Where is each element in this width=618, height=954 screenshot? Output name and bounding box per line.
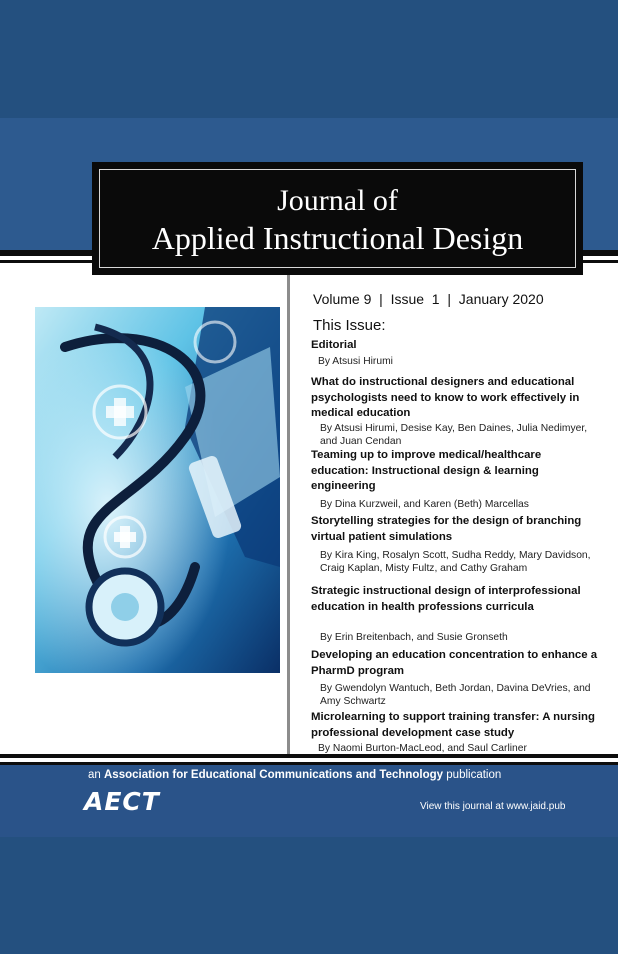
article-authors: By Erin Breitenbach, and Susie Gronseth <box>320 632 508 643</box>
article-authors: By Naomi Burton-MacLeod, and Saul Carliner <box>318 743 527 754</box>
publisher-line <box>88 769 501 781</box>
article-authors: By Gwendolyn Wantuch, Beth Jordan, Davina DeVries, and Amy Schwartz <box>320 683 591 707</box>
article-title[interactable]: What do instructional designers and educational psychologists need to know to work effectively in medical education <box>311 376 580 419</box>
issue-info: Volume 9 | Issue 1 | January 2020 <box>313 291 544 307</box>
article-title[interactable]: Editorial <box>311 339 357 351</box>
journal-title-box <box>92 162 583 275</box>
article-title[interactable]: Teaming up to improve medical/healthcare education: Instructional design & learning engineering <box>311 449 542 492</box>
column-divider <box>287 263 290 754</box>
article-authors: By Dina Kurzweil, and Karen (Beth) Marcellas <box>320 499 529 510</box>
article-title[interactable]: Storytelling strategies for the design of branching virtual patient simulations <box>311 515 582 543</box>
publisher-org: Association for Educational Communications and Technology <box>104 769 444 781</box>
journal-title-line1: Journal of <box>277 184 398 217</box>
title-frame <box>99 169 576 268</box>
this-issue-label: This Issue: <box>313 317 386 334</box>
stethoscope-medical-photo-icon <box>35 307 280 673</box>
article-title[interactable]: Strategic instructional design of interprofessional education in health professions curricula <box>311 585 581 613</box>
article-title[interactable]: Microlearning to support training transfer: A nursing professional development case study <box>311 711 595 739</box>
article-authors: By Kira King, Rosalyn Scott, Sudha Reddy, Mary Davidson, Craig Kaplan, Misty Fultz, and Cathy Graham <box>320 550 591 574</box>
aect-logo <box>84 787 208 815</box>
journal-title-line2: Applied Instructional Design <box>151 220 524 256</box>
aect-logo-text: AECT <box>84 787 160 816</box>
article-authors: By Atsusi Hirumi <box>318 356 393 367</box>
publisher-prefix: an <box>88 769 104 781</box>
website-text[interactable]: View this journal at www.jaid.pub <box>420 801 566 812</box>
article-authors: By Atsusi Hirumi, Desise Kay, Ben Daines, Julia Nedimyer, and Juan Cendan <box>320 423 588 447</box>
publisher-suffix: publication <box>443 769 502 781</box>
article-title[interactable]: Developing an education concentration to enhance a PharmD program <box>311 649 598 677</box>
